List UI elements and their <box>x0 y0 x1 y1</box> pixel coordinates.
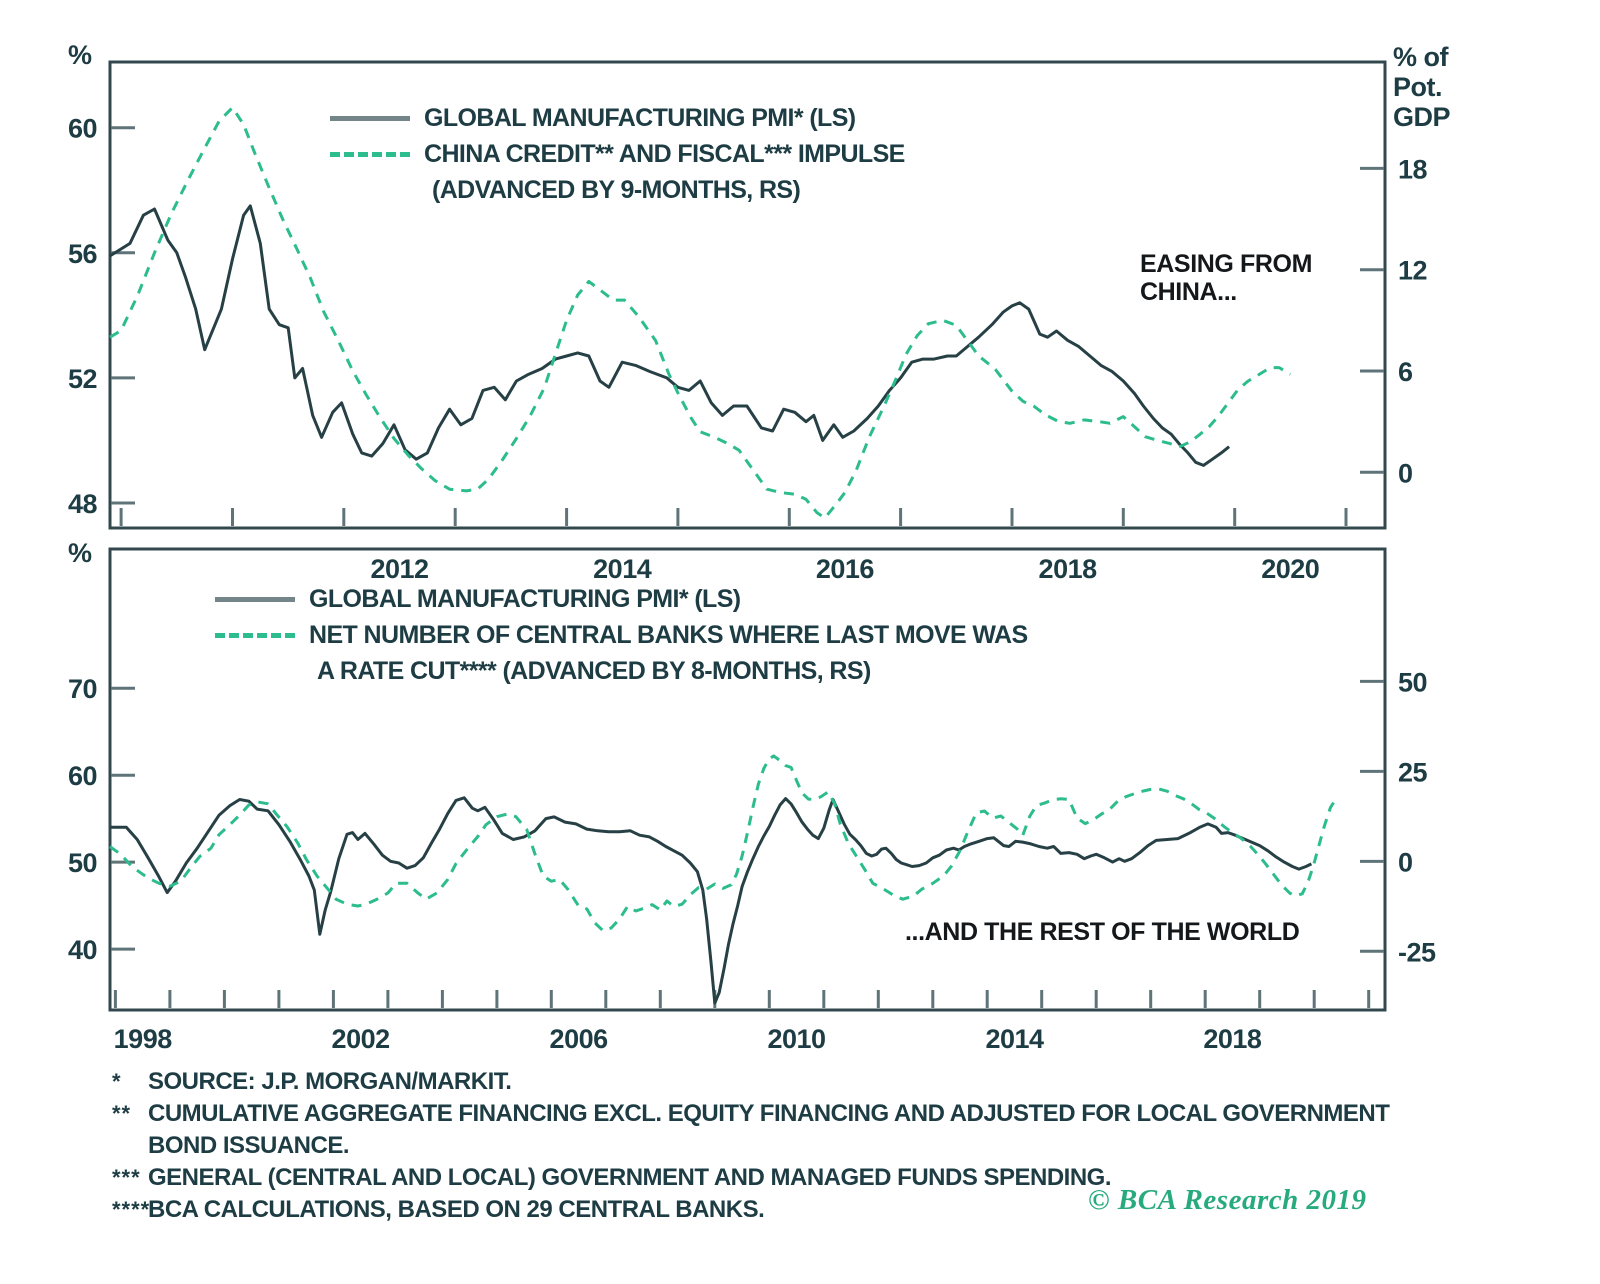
bottom-legend-label-pmi: GLOBAL MANUFACTURING PMI* (LS) <box>309 585 741 613</box>
left-tick-label: 70 <box>67 674 97 705</box>
dashed-line-swatch-icon <box>330 152 410 157</box>
bca-research-logo: © BCA Research 2019 <box>1088 1184 1367 1216</box>
bottom-legend <box>215 585 1028 686</box>
footnote-credit <box>112 1098 1572 1162</box>
footnote-mark: *** <box>112 1165 141 1190</box>
footnote-mark: ** <box>112 1101 132 1126</box>
x-tick-label: 2010 <box>767 1024 826 1054</box>
footnote-text <box>148 1098 1389 1162</box>
bottom-legend-row-banks <box>215 621 1028 650</box>
left-tick-label: 60 <box>67 761 97 792</box>
footnote-text: GENERAL (CENTRAL AND LOCAL) GOVERNMENT AND MANAGED FUNDS SPENDING. <box>148 1164 1112 1191</box>
top-annotation <box>1140 250 1312 306</box>
x-tick-label: 2012 <box>370 554 429 584</box>
x-tick-label: 2016 <box>815 554 874 584</box>
bottom-legend-label-banks: NET NUMBER OF CENTRAL BANKS WHERE LAST MOVE WAS <box>309 621 1028 649</box>
bottom-left-axis-unit: % <box>68 538 92 568</box>
left-tick-label: 52 <box>67 363 97 394</box>
top-series-solid <box>110 206 1229 466</box>
x-tick-label: 1998 <box>113 1024 172 1054</box>
top-left-axis-unit: % <box>68 40 92 70</box>
bottom-legend-row-banks2 <box>215 657 1028 686</box>
left-tick-label: 48 <box>67 489 97 519</box>
x-tick-label: 2002 <box>331 1024 390 1054</box>
bottom-legend-label-banks-line2: A RATE CUT**** (ADVANCED BY 8-MONTHS, RS) <box>317 657 871 685</box>
solid-line-swatch-icon <box>215 597 295 602</box>
bottom-annotation-line1: ...AND THE REST OF THE WORLD <box>905 918 1300 946</box>
x-tick-label: 2006 <box>549 1024 608 1054</box>
top-right-axis-unit <box>1393 42 1450 132</box>
top-right-axis-unit-line1: % of <box>1393 42 1448 72</box>
top-legend-row-pmi <box>330 104 905 133</box>
top-right-axis-unit-line3: GDP <box>1393 102 1451 132</box>
bottom-annotation <box>905 918 1299 946</box>
right-tick-label: 18 <box>1398 154 1428 185</box>
bottom-series-solid <box>110 798 1311 1003</box>
x-tick-label: 2018 <box>1038 554 1097 584</box>
right-tick-label: 50 <box>1398 667 1428 698</box>
left-tick-label: 60 <box>67 113 97 144</box>
footnote-credit-line1: CUMULATIVE AGGREGATE FINANCING EXCL. EQUITY FINANCING AND ADJUSTED FOR LOCAL GOVERNMENT <box>148 1100 1390 1127</box>
right-tick-label: 25 <box>1398 757 1428 788</box>
top-legend-label-china: CHINA CREDIT** AND FISCAL*** IMPULSE <box>424 140 905 168</box>
left-tick-label: 56 <box>67 238 97 269</box>
footnote-source <box>112 1066 1572 1098</box>
bottom-legend-row-pmi <box>215 585 1028 614</box>
x-tick-label: 2014 <box>985 1024 1044 1054</box>
top-right-axis-unit-line2: Pot. <box>1393 72 1442 102</box>
x-tick-label: 2020 <box>1261 554 1320 584</box>
right-tick-label: 12 <box>1398 255 1428 286</box>
right-tick-label: 6 <box>1398 357 1413 387</box>
right-tick-label: 0 <box>1398 847 1413 878</box>
top-annotation-line2: CHINA... <box>1140 278 1237 306</box>
left-tick-label: 40 <box>67 935 97 966</box>
top-legend-row-china2 <box>330 176 905 205</box>
footnote-mark: **** <box>112 1197 151 1222</box>
top-legend-label-pmi: GLOBAL MANUFACTURING PMI* (LS) <box>424 104 856 132</box>
right-tick-label: -25 <box>1398 937 1436 968</box>
top-legend-row-china <box>330 140 905 169</box>
left-tick-label: 50 <box>67 848 97 879</box>
right-tick-label: 0 <box>1398 458 1413 489</box>
x-tick-label: 2018 <box>1203 1024 1262 1054</box>
top-legend <box>330 104 905 205</box>
footnote-credit-line2: BOND ISSUANCE. <box>148 1132 350 1159</box>
footnote-mark: * <box>112 1069 122 1094</box>
top-legend-label-china-line2: (ADVANCED BY 9-MONTHS, RS) <box>432 176 801 204</box>
x-tick-label: 2014 <box>593 554 652 584</box>
dashed-line-swatch-icon <box>215 633 295 638</box>
top-annotation-line1: EASING FROM <box>1140 250 1312 278</box>
solid-line-swatch-icon <box>330 116 410 121</box>
footnote-text: BCA CALCULATIONS, BASED ON 29 CENTRAL BANKS. <box>148 1196 765 1223</box>
footnote-text: SOURCE: J.P. MORGAN/MARKIT. <box>148 1068 512 1095</box>
